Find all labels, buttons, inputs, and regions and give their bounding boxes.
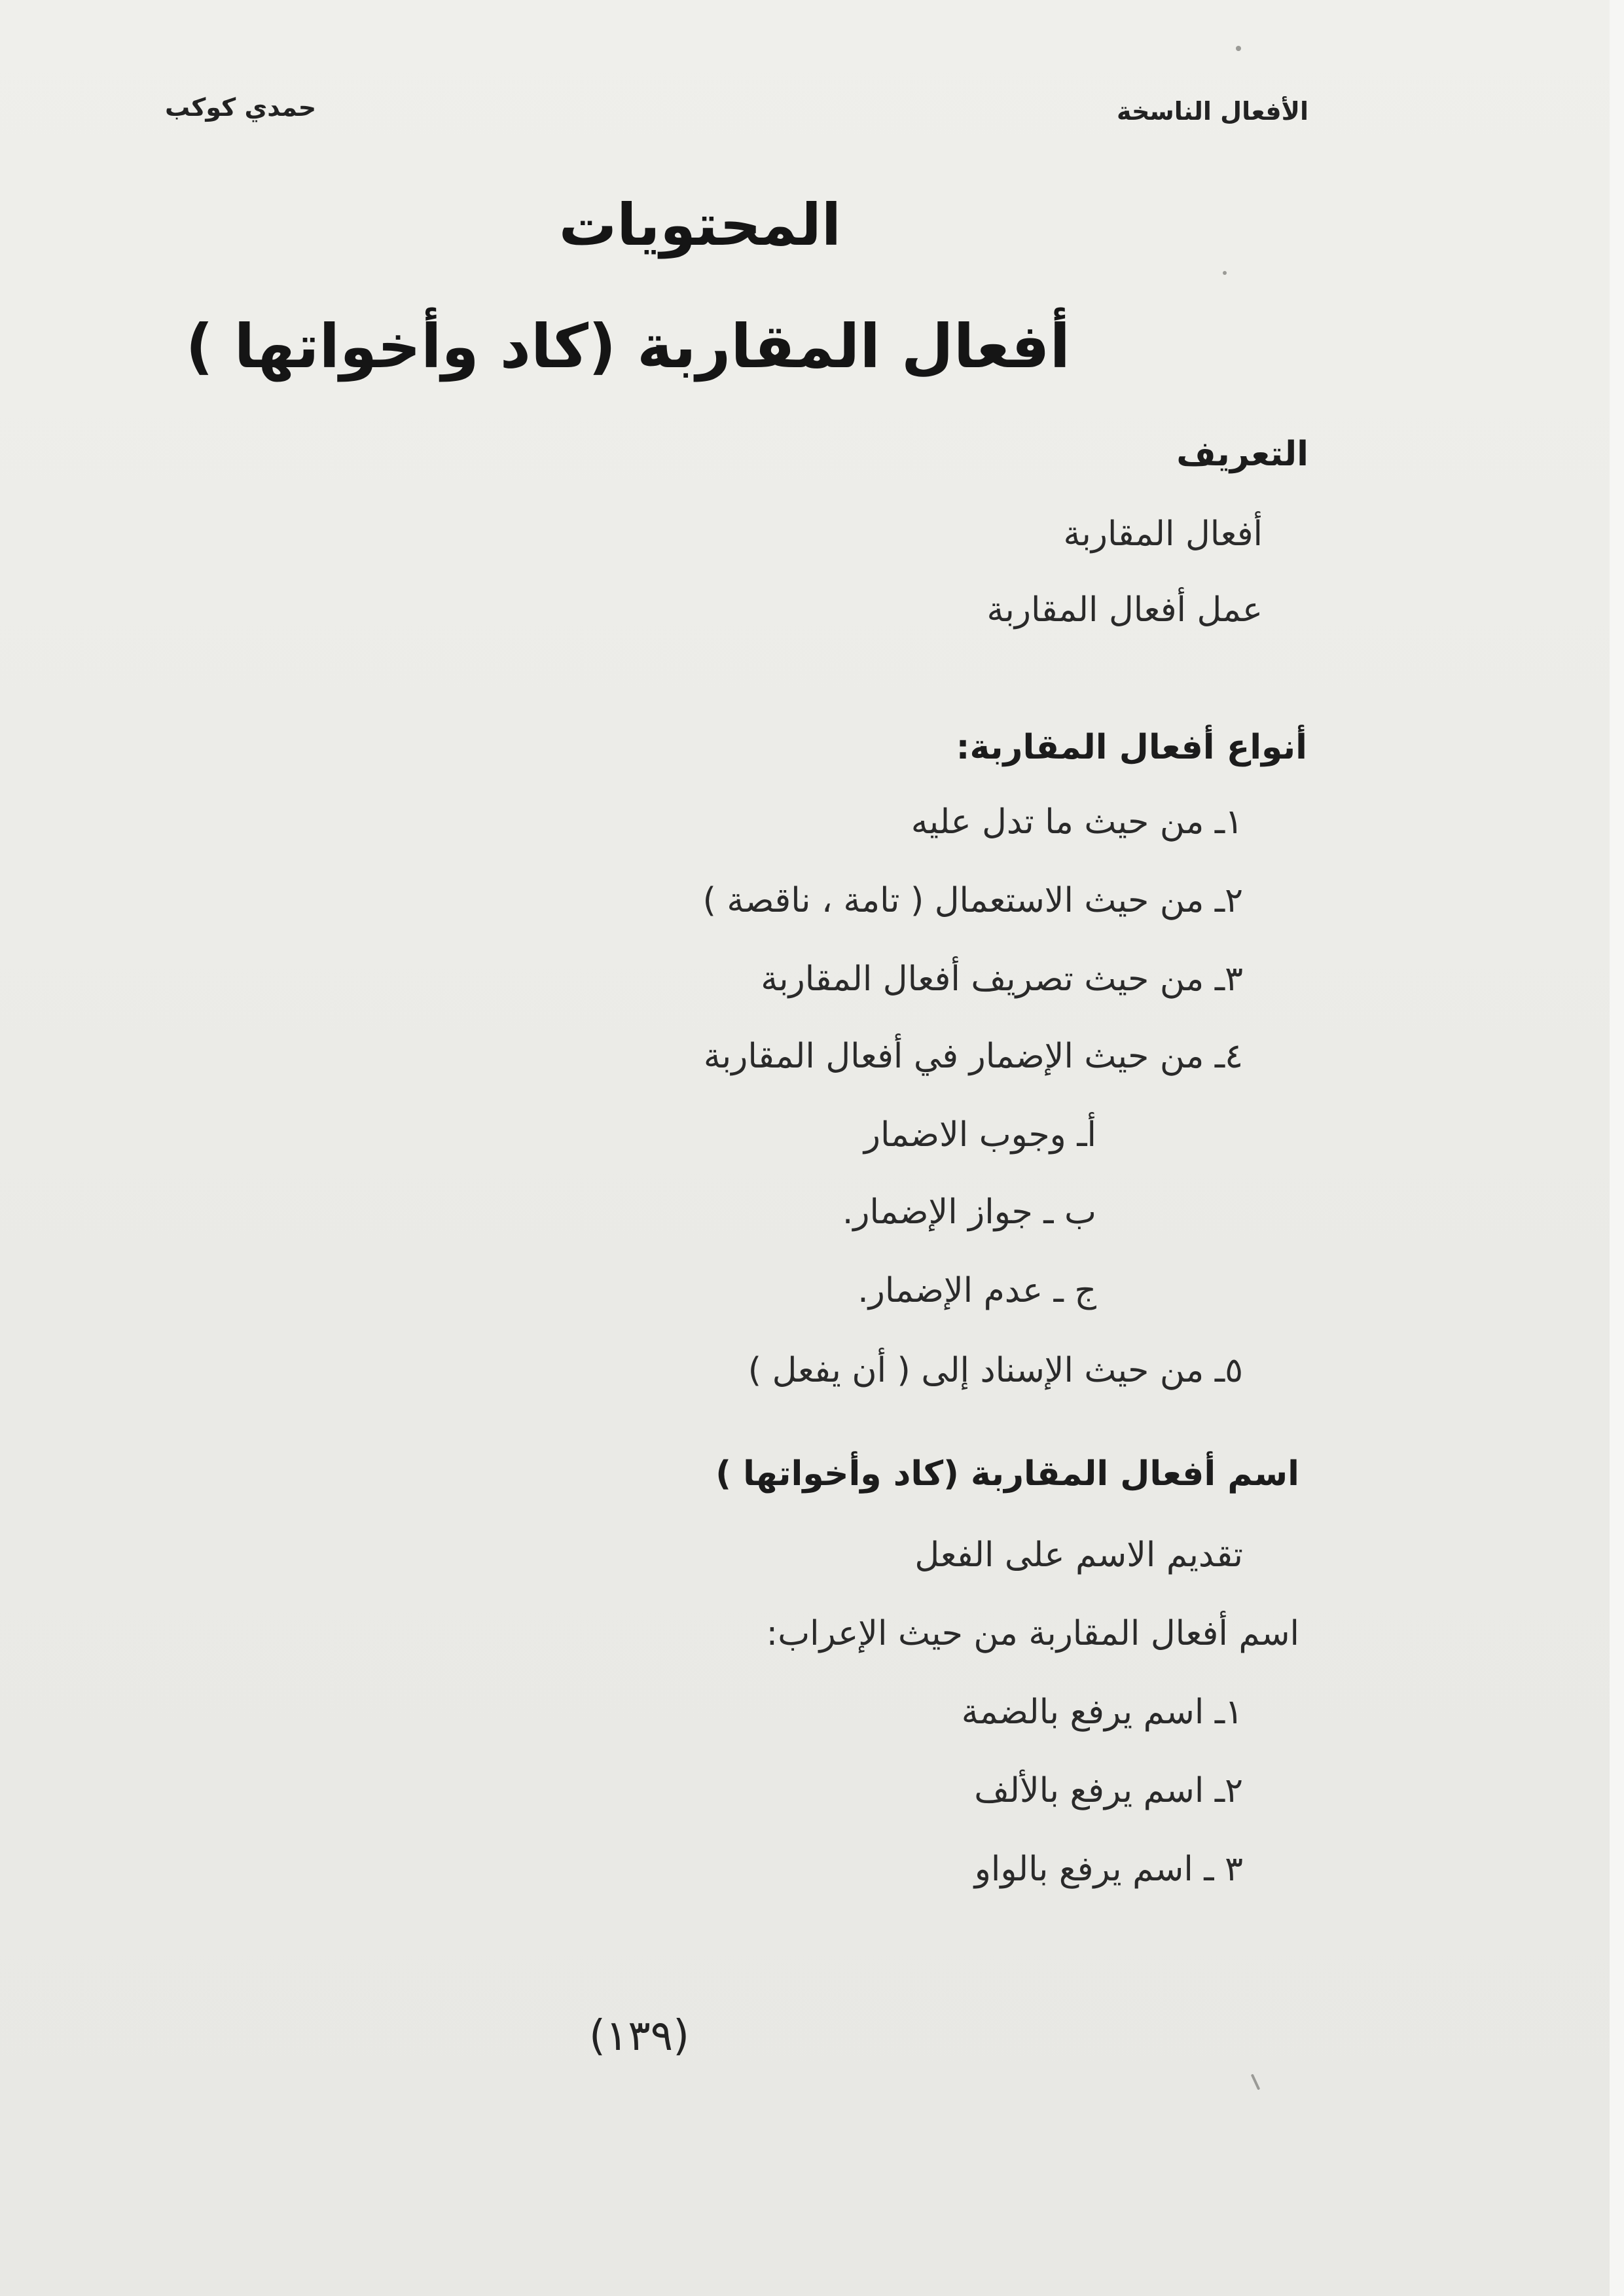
list-item: ج ـ عدم الإضمار. xyxy=(857,1271,1096,1310)
running-head-right: الأفعال الناسخة xyxy=(1117,97,1308,126)
list-item: ب ـ جواز الإضمار. xyxy=(842,1193,1096,1232)
list-item: اسم أفعال المقاربة من حيث الإعراب: xyxy=(766,1614,1299,1653)
scan-speck xyxy=(1223,271,1227,275)
list-item: عمل أفعال المقاربة xyxy=(986,590,1263,630)
running-head-left: حمدي كوكب xyxy=(165,93,317,122)
page-subtitle: أفعال المقاربة (كاد وأخواتها ) xyxy=(185,312,1070,382)
page-title: المحتويات xyxy=(558,191,841,259)
scan-speck xyxy=(1236,46,1241,51)
list-item: أفعال المقاربة xyxy=(1063,514,1263,554)
list-item: ٢ـ من حيث الاستعمال ( تامة ، ناقصة ) xyxy=(702,881,1243,920)
list-item: ٢ـ اسم يرفع بالألف xyxy=(974,1771,1243,1810)
list-item: أـ وجوب الاضمار xyxy=(863,1115,1096,1155)
section-heading-noun: اسم أفعال المقاربة (كاد وأخواتها ) xyxy=(715,1454,1299,1494)
list-item: تقديم الاسم على الفعل xyxy=(914,1535,1243,1575)
section-heading-definition: التعريف xyxy=(1176,435,1308,474)
list-item: ١ـ اسم يرفع بالضمة xyxy=(961,1693,1243,1732)
list-item: ٥ـ من حيث الإسناد إلى ( أن يفعل ) xyxy=(748,1351,1243,1390)
page-edge xyxy=(1610,0,1624,2296)
page-number: (١٣٩) xyxy=(589,2012,690,2060)
list-item: ٣ـ من حيث تصريف أفعال المقاربة xyxy=(761,960,1243,999)
list-item: ٤ـ من حيث الإضمار في أفعال المقاربة xyxy=(703,1037,1243,1076)
section-heading-types: أنواع أفعال المقاربة: xyxy=(956,728,1307,767)
list-item: ٣ ـ اسم يرفع بالواو xyxy=(974,1850,1243,1889)
list-item: ١ـ من حيث ما تدل عليه xyxy=(911,802,1243,842)
